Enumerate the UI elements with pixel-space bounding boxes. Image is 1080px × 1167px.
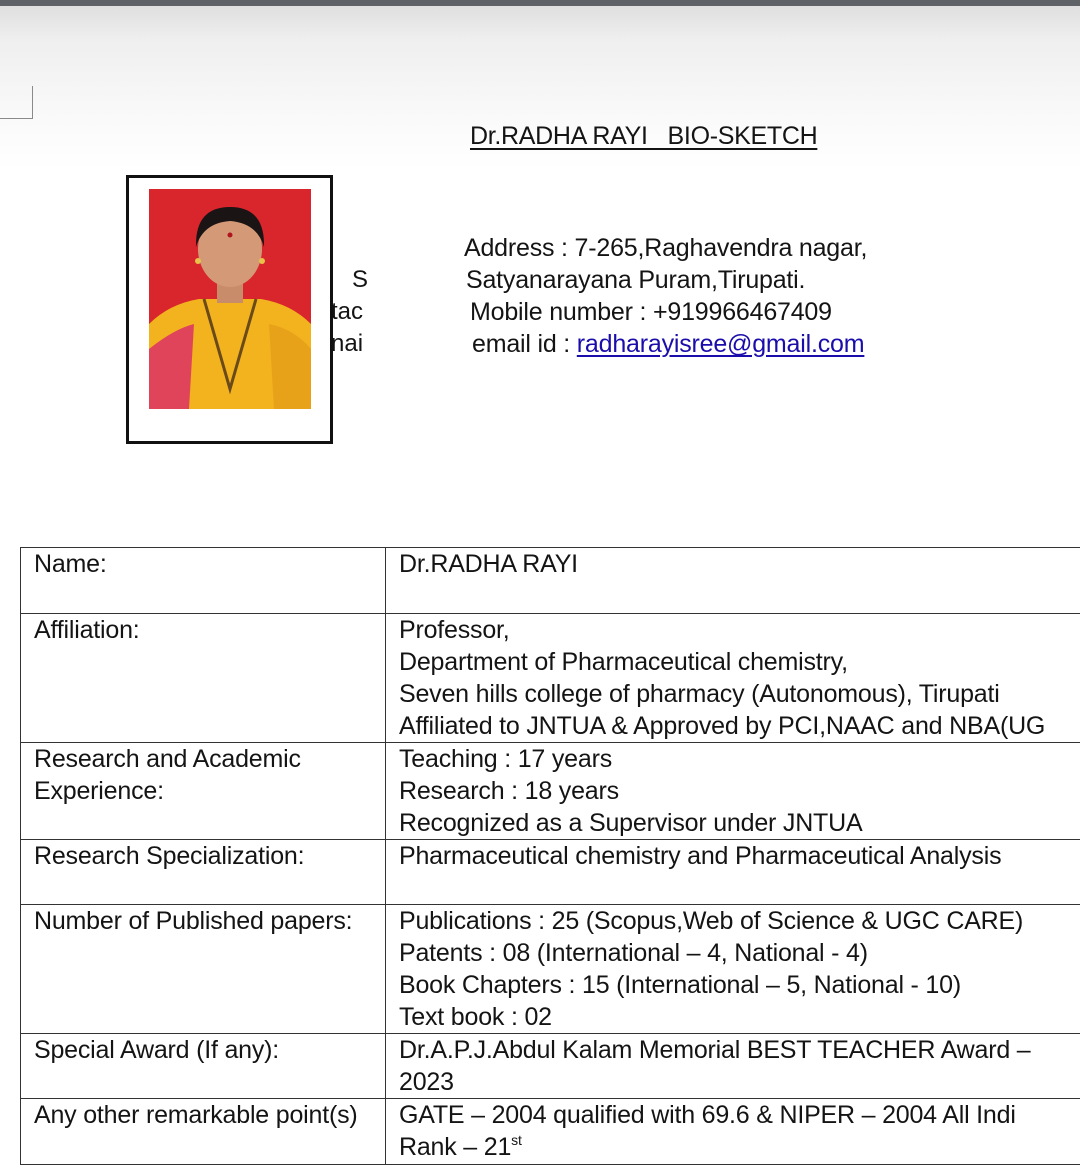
value-line: GATE – 2004 qualified with 69.6 & NIPER – 2004 All Indi [399,1101,1016,1129]
value-line: Seven hills college of pharmacy (Autonomous), Tirupati [399,680,1000,708]
value-line: Dr.RADHA RAYI [399,550,578,578]
table-row [21,1034,1080,1099]
row-value [386,614,1080,743]
row-label: Research Specialization: [21,840,386,905]
table-row [21,614,1080,743]
row-label: Any other remarkable point(s) [21,1099,386,1165]
rank-text: Rank – 21 [399,1133,512,1161]
text-fragment: tac [331,298,364,325]
row-value [386,1099,1080,1165]
row-label: Number of Published papers: [21,905,386,1034]
bio-table [20,547,1080,1165]
rank-superscript: st [511,1132,522,1148]
email-link[interactable]: radharayisree@gmail.com [576,330,865,358]
row-label: Research and Academic Experience: [21,743,386,840]
table-row [21,548,1080,614]
document-title: Dr.RADHA RAYI BIO-SKETCH [470,122,818,150]
value-line: Affiliated to JNTUA & Approved by PCI,NAAC and NBA(UG [399,712,1046,740]
email-label: email id : [472,330,577,358]
email-line [472,328,864,360]
address-line-2: Satyanarayana Puram,Tirupati. [466,266,806,294]
value-line: Research : 18 years [399,777,619,805]
row-label: Special Award (If any): [21,1034,386,1099]
value-line: 2023 [399,1068,454,1096]
value-line: Recognized as a Supervisor under JNTUA [399,809,863,837]
value-line: Teaching : 17 years [399,745,612,773]
profile-photo [149,189,311,409]
row-value [386,840,1080,905]
text-fragment: nai [331,330,364,357]
value-line: Patents : 08 (International – 4, National - 4) [399,939,868,967]
photo-frame [126,175,333,444]
table-row [21,905,1080,1034]
table-row [21,743,1080,840]
value-line: Book Chapters : 15 (International – 5, National - 10) [399,971,961,999]
value-line: Professor, [399,616,510,644]
row-value [386,1034,1080,1099]
window-top-bar [0,0,1080,6]
text-fragment: S [352,266,369,293]
row-value [386,743,1080,840]
profile-photo-illustration [149,189,311,409]
table-row [21,840,1080,905]
row-value [386,905,1080,1034]
value-line: Text book : 02 [399,1003,552,1031]
value-line: Department of Pharmaceutical chemistry, [399,648,848,676]
address-line-1: Address : 7-265,Raghavendra nagar, [464,234,868,262]
mobile-number: Mobile number : +919966467409 [470,298,832,326]
value-line: Pharmaceutical chemistry and Pharmaceutical Analysis [399,842,1002,870]
table-row [21,1099,1080,1165]
value-line [399,1131,1080,1163]
value-line: Publications : 25 (Scopus,Web of Science & UGC CARE) [399,907,1024,935]
row-label: Name: [21,548,386,614]
row-value [386,548,1080,614]
page-corner-mark [0,86,33,119]
value-line: Dr.A.P.J.Abdul Kalam Memorial BEST TEACHER Award – [399,1036,1031,1064]
row-label: Affiliation: [21,614,386,743]
